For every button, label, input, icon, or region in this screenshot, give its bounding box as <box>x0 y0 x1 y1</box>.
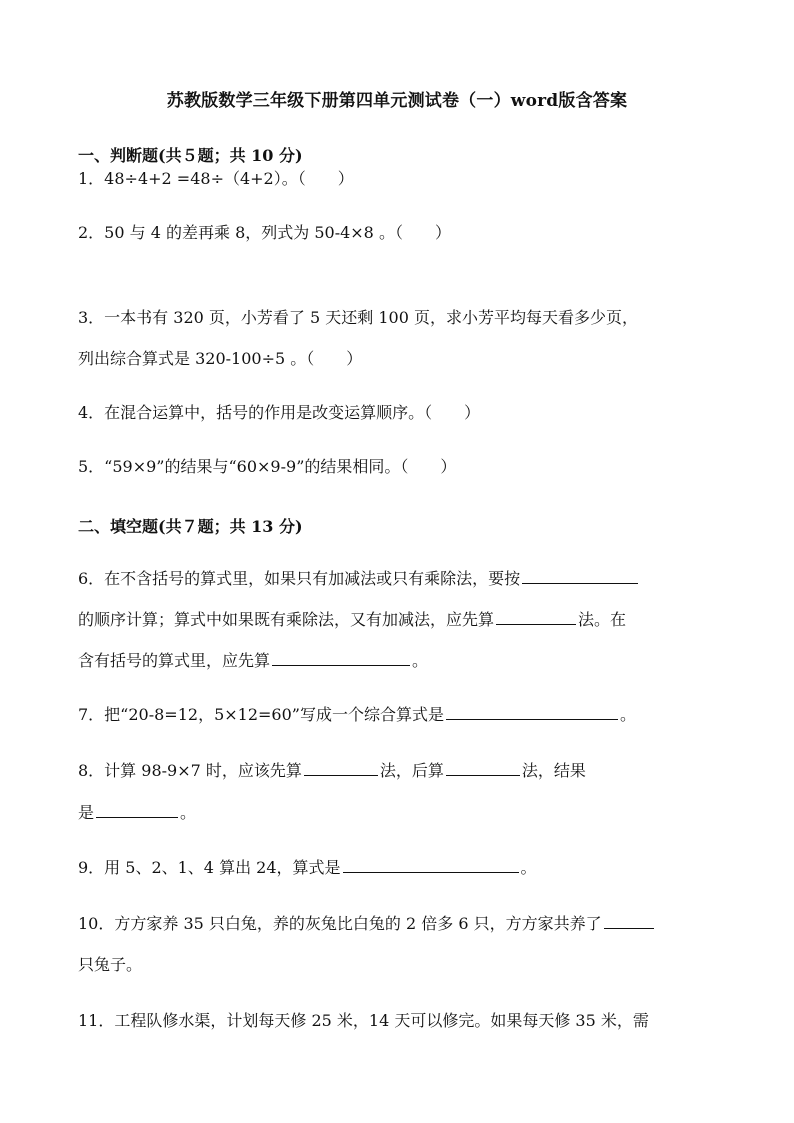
section-heading-fill-blank: 二、填空题(共７题；共 13 分) <box>78 517 303 536</box>
question-1: 1．48÷4+2 =48÷（4+2）。（ ） <box>78 169 354 188</box>
question-8-text-b1: 是 <box>78 803 95 822</box>
question-8-text-a1: 8．计算 98-9×7 时，应该先算 <box>78 761 302 780</box>
question-2: 2．50 与 4 的差再乘 8，列式为 50-4×8 。（ ） <box>78 223 451 242</box>
section-heading-judgement: 一、判断题(共５题；共 10 分) <box>78 146 303 165</box>
answer-blank[interactable] <box>96 799 178 818</box>
question-6-line-1 <box>78 558 718 599</box>
question-10-line-2: 只兔子。 <box>78 955 143 974</box>
question-8-text-a3: 法，结果 <box>521 761 586 780</box>
question-9-text-b: 。 <box>520 858 537 877</box>
question-5: 5．“59×9”的结果与“60×9-9”的结果相同。（ ） <box>78 457 457 476</box>
question-9 <box>78 847 718 888</box>
question-3-line-1: 3．一本书有 320 页，小芳看了 5 天还剩 100 页，求小芳平均每天看多少页， <box>78 308 638 327</box>
answer-blank[interactable] <box>304 757 378 776</box>
question-7-text-a: 7．把“20-8=12，5×12=60”写成一个综合算式是 <box>78 705 444 724</box>
question-6-text-a: 6．在不含括号的算式里，如果只有加减法或只有乘除法，要按 <box>78 569 521 588</box>
question-11: 11．工程队修水渠，计划每天修 25 米，14 天可以修完。如果每天修 35 米，需 <box>78 1011 649 1030</box>
answer-blank[interactable] <box>522 565 638 584</box>
question-6-text-c2: 。 <box>412 651 429 670</box>
question-8-line-1 <box>78 750 718 791</box>
answer-blank[interactable] <box>272 647 410 666</box>
document-title: 苏教版数学三年级下册第四单元测试卷（一）word版含答案 <box>166 91 628 111</box>
question-6-line-2 <box>78 599 718 640</box>
question-4: 4．在混合运算中，括号的作用是改变运算顺序。（ ） <box>78 403 481 422</box>
question-8-text-a2: 法，后算 <box>379 761 444 780</box>
answer-blank[interactable] <box>343 854 519 873</box>
question-10-text-a: 10．方方家养 35 只白兔，养的灰兔比白兔的 2 倍多 6 只，方方家共养了 <box>78 914 602 933</box>
question-8-text-b2: 。 <box>180 803 197 822</box>
question-9-text-a: 9．用 5、2、1、4 算出 24，算式是 <box>78 858 341 877</box>
answer-blank[interactable] <box>604 910 654 929</box>
question-7 <box>78 694 718 735</box>
question-8-line-2 <box>78 792 718 833</box>
question-6-text-b1: 的顺序计算；算式中如果既有乘除法，又有加减法，应先算 <box>78 610 495 629</box>
answer-blank[interactable] <box>446 757 520 776</box>
answer-blank[interactable] <box>446 701 618 720</box>
question-10-line-1 <box>78 903 718 944</box>
answer-blank[interactable] <box>496 606 576 625</box>
question-6-text-b2: 法。在 <box>578 610 627 629</box>
question-6-line-3 <box>78 640 718 681</box>
question-3-line-2: 列出综合算式是 320-100÷5 。（ ） <box>78 349 363 368</box>
question-6-text-c1: 含有括号的算式里，应先算 <box>78 651 271 670</box>
question-7-text-b: 。 <box>619 705 636 724</box>
